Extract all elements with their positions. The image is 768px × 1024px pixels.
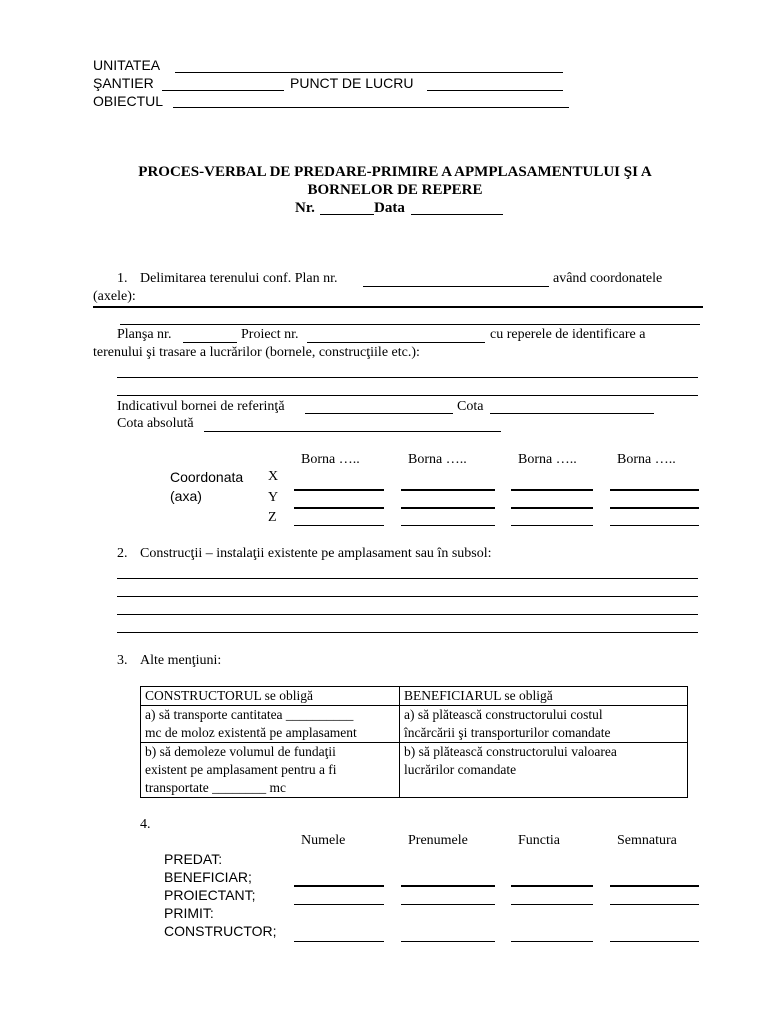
plan-nr-field-line[interactable] <box>363 286 549 287</box>
nr-field-line[interactable] <box>320 214 374 215</box>
cota-field-line[interactable] <box>490 413 654 414</box>
role-constructor: CONSTRUCTOR; <box>164 923 277 939</box>
beneficiar-header: BENEFICIARUL se obligă <box>404 688 553 703</box>
proiect-field-line[interactable] <box>307 342 485 343</box>
cota-absoluta-field-line[interactable] <box>204 431 501 432</box>
reperele-field-line-1[interactable] <box>117 377 698 378</box>
constructii-field-line-2[interactable] <box>117 596 698 597</box>
coord-x-borna4[interactable] <box>610 489 699 491</box>
nr-label: Nr. <box>295 200 315 216</box>
coord-y-borna3[interactable] <box>511 507 593 509</box>
beneficiar-obligation-a <box>400 706 688 743</box>
indicativul-field-line[interactable] <box>305 413 453 414</box>
unitatea-label: UNITATEA <box>93 57 161 73</box>
constructor-prenumele-line[interactable] <box>401 941 495 942</box>
beneficiar-prenumele-line[interactable] <box>401 885 495 887</box>
coord-x-borna1[interactable] <box>294 489 384 491</box>
column-functia: Functia <box>518 833 560 848</box>
indicativul-label: Indicativul bornei de referinţă <box>117 399 285 414</box>
coord-x-borna3[interactable] <box>511 489 593 491</box>
section2-text: Construcţii – instalaţii existente pe amplasament sau în subsol: <box>140 546 492 561</box>
proiectant-numele-line[interactable] <box>294 904 384 905</box>
cota-absoluta-label: Cota absolută <box>117 416 194 431</box>
cota-label: Cota <box>457 399 484 414</box>
reperele-text: cu reperele de identificare a <box>490 327 646 342</box>
santier-field-line[interactable] <box>162 90 284 91</box>
beneficiar-a-line1: a) să plătească constructorului costul <box>404 707 603 722</box>
section1-number: 1. <box>117 271 128 286</box>
coord-x-borna2[interactable] <box>401 489 495 491</box>
document-title-line2: BORNELOR DE REPERE <box>307 182 483 198</box>
section2-number: 2. <box>117 546 128 561</box>
proiectant-prenumele-line[interactable] <box>401 904 495 905</box>
section1-text-a: Delimitarea terenului conf. Plan nr. <box>140 271 338 286</box>
section3-number: 3. <box>117 653 128 668</box>
data-label: Data <box>374 200 405 216</box>
axele-field-line[interactable] <box>93 306 703 308</box>
coord-y-borna1[interactable] <box>294 507 384 509</box>
section4-number: 4. <box>140 817 151 832</box>
obiectul-label: OBIECTUL <box>93 93 164 109</box>
document-title-line1: PROCES-VERBAL DE PREDARE-PRIMIRE A APMPLASAMENTULUI ŞI A <box>138 164 652 180</box>
constructii-field-line-3[interactable] <box>117 614 698 615</box>
constructor-a-line1: a) să transporte cantitatea __________ <box>145 707 354 722</box>
beneficiar-b-line1: b) să plătească constructorului valoarea <box>404 744 617 759</box>
coord-z-borna3[interactable] <box>511 525 593 526</box>
role-proiectant: PROIECTANT; <box>164 887 256 903</box>
coord-z-borna2[interactable] <box>401 525 495 526</box>
section1-text-b: având coordonatele <box>553 271 663 286</box>
section3-text: Alte menţiuni: <box>140 653 222 668</box>
constructor-b-line2: existent pe amplasament pentru a fi <box>145 762 337 777</box>
constructor-numele-line[interactable] <box>294 941 384 942</box>
beneficiar-a-line2: încărcării şi transporturilor comandate <box>404 725 611 740</box>
axa-label: (axa) <box>170 488 202 504</box>
borna-header-4: Borna ….. <box>617 452 676 467</box>
coord-y-borna2[interactable] <box>401 507 495 509</box>
borna-header-1: Borna ….. <box>301 452 360 467</box>
axis-z-label: Z <box>268 510 277 525</box>
constructor-functia-line[interactable] <box>511 941 593 942</box>
column-semnatura: Semnatura <box>617 833 677 848</box>
unitatea-field-line[interactable] <box>175 72 563 73</box>
coordonata-label: Coordonata <box>170 469 244 485</box>
beneficiar-semnatura-line[interactable] <box>610 885 699 887</box>
column-prenumele: Prenumele <box>408 833 468 848</box>
table-row <box>141 743 688 798</box>
obligations-table <box>140 686 688 798</box>
beneficiar-b-line2: lucrărilor comandate <box>404 762 517 777</box>
punct-de-lucru-label: PUNCT DE LUCRU <box>290 75 414 91</box>
proiectant-functia-line[interactable] <box>511 904 593 905</box>
table-row <box>141 706 688 743</box>
obiectul-field-line[interactable] <box>173 107 569 108</box>
column-numele: Numele <box>301 833 346 848</box>
punct-de-lucru-field-line[interactable] <box>427 90 563 91</box>
role-beneficiar: BENEFICIAR; <box>164 869 252 885</box>
proiect-label: Proiect nr. <box>241 327 299 342</box>
proiectant-semnatura-line[interactable] <box>610 904 699 905</box>
constructii-field-line-4[interactable] <box>117 632 698 633</box>
constructor-semnatura-line[interactable] <box>610 941 699 942</box>
constructor-header-cell <box>141 687 400 706</box>
constructor-a-line2: mc de moloz existentă pe amplasament <box>145 725 357 740</box>
table-row <box>141 687 688 706</box>
constructor-b-line1: b) să demoleze volumul de fundaţii <box>145 744 336 759</box>
constructor-obligation-a <box>141 706 400 743</box>
axele-field-line-2[interactable] <box>120 324 700 325</box>
reperele-field-line-2[interactable] <box>117 395 698 396</box>
beneficiar-functia-line[interactable] <box>511 885 593 887</box>
role-primit: PRIMIT: <box>164 905 214 921</box>
santier-label: ŞANTIER <box>93 75 154 91</box>
plansa-field-line[interactable] <box>183 342 237 343</box>
terenului-text: terenului şi trasare a lucrărilor (bornele, construcţiile etc.): <box>93 345 420 360</box>
axis-x-label: X <box>268 469 279 484</box>
data-field-line[interactable] <box>411 214 503 215</box>
borna-header-3: Borna ….. <box>518 452 577 467</box>
coord-y-borna4[interactable] <box>610 507 699 509</box>
section1-text-c: (axele): <box>93 289 136 304</box>
role-predat: PREDAT: <box>164 851 223 867</box>
borna-header-2: Borna ….. <box>408 452 467 467</box>
constructor-obligation-b <box>141 743 400 798</box>
axis-y-label: Y <box>268 490 279 505</box>
beneficiar-header-cell <box>400 687 688 706</box>
coord-z-borna1[interactable] <box>294 525 384 526</box>
constructor-header: CONSTRUCTORUL se obligă <box>145 688 314 703</box>
coord-z-borna4[interactable] <box>610 525 699 526</box>
beneficiar-obligation-b <box>400 743 688 798</box>
constructor-b-line3: transportate ________ mc <box>145 780 286 795</box>
plansa-label: Planşa nr. <box>117 327 172 342</box>
beneficiar-numele-line[interactable] <box>294 885 384 887</box>
constructii-field-line-1[interactable] <box>117 578 698 579</box>
